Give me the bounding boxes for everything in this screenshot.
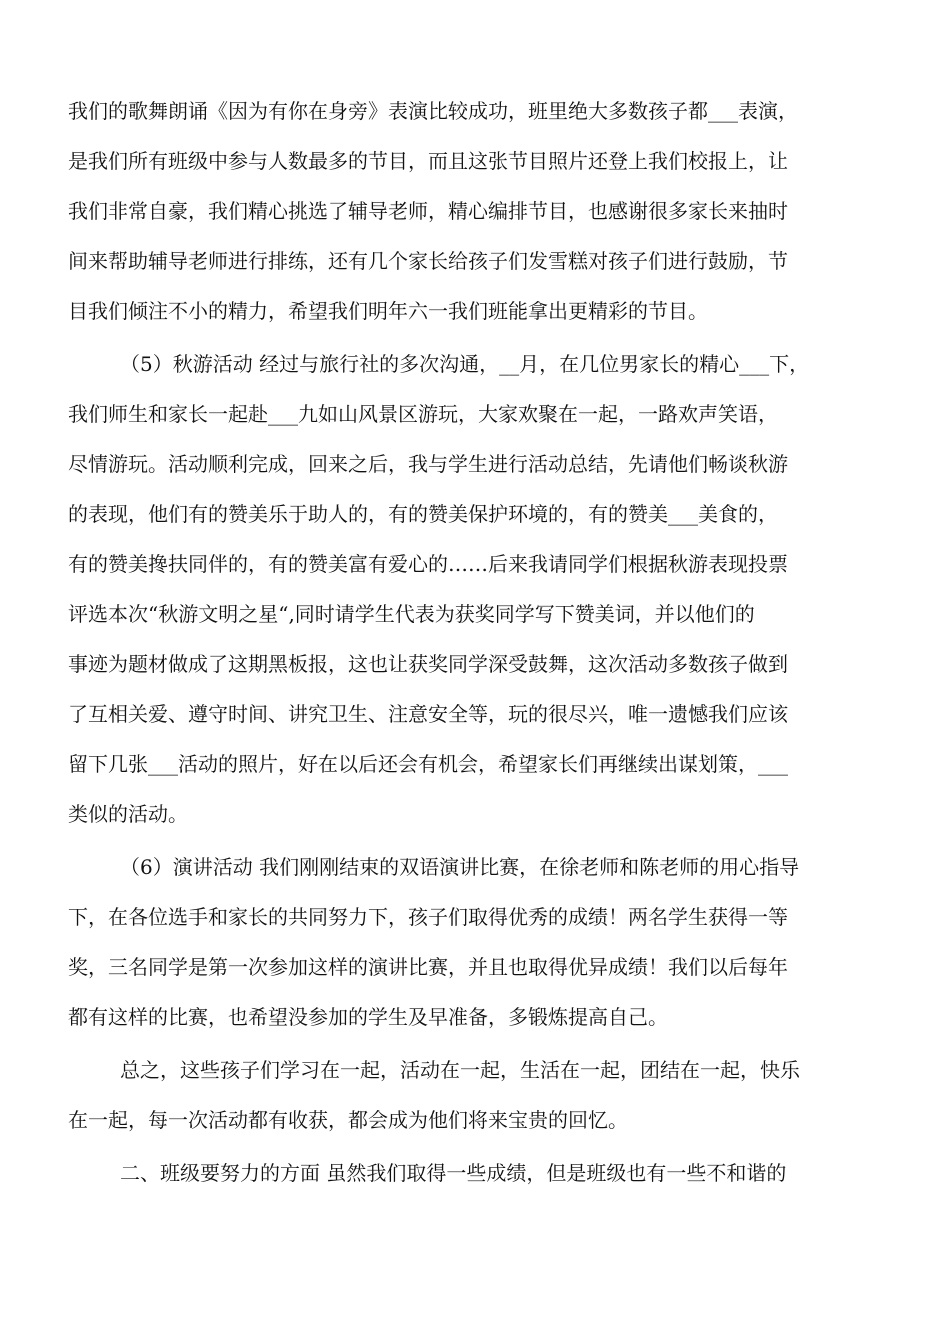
text-line: 我们的歌舞朗诵《因为有你在身旁》表演比较成功，班里绝大多数孩子都___表演，: [68, 99, 798, 123]
text-line: 目我们倾注不小的精力，希望我们明年六一我们班能拿出更精彩的节目。: [68, 299, 708, 323]
text-line: 事迹为题材做成了这期黑板报，这也让获奖同学深受鼓舞，这次活动多数孩子做到: [68, 652, 788, 676]
text-line: 的表现，他们有的赞美乐于助人的，有的赞美保护环境的，有的赞美___美食的，: [68, 502, 778, 526]
text-line: 是我们所有班级中参与人数最多的节目，而且这张节目照片还登上我们校报上，让: [68, 149, 788, 173]
text-line: 有的赞美搀扶同伴的，有的赞美富有爱心的……后来我请同学们根据秋游表现投票: [68, 552, 788, 576]
text-line: 我们非常自豪，我们精心挑选了辅导老师，精心编排节目，也感谢很多家长来抽时: [68, 199, 788, 223]
text-line: 奖，三名同学是第一次参加这样的演讲比赛，并且也取得优异成绩！我们以后每年: [68, 955, 788, 979]
paragraph-first-line: （5）秋游活动 经过与旅行社的多次沟通，__月，在几位男家长的精心___下，: [120, 352, 810, 376]
text-line: 尽情游玩。活动顺利完成，回来之后，我与学生进行活动总结，先请他们畅谈秋游: [68, 452, 788, 476]
text-line: 类似的活动。: [68, 802, 188, 826]
text-line: 间来帮助辅导老师进行排练，还有几个家长给孩子们发雪糕对孩子们进行鼓励，节: [68, 249, 788, 273]
text-line: 留下几张___活动的照片，好在以后还会有机会，希望家长们再继续出谋划策，___: [68, 752, 788, 776]
text-line: 下，在各位选手和家长的共同努力下，孩子们取得优秀的成绩！两名学生获得一等: [68, 905, 788, 929]
text-line: 评选本次“秋游文明之星“,同时请学生代表为获奖同学写下赞美词，并以他们的: [68, 602, 755, 626]
text-line: 在一起，每一次活动都有收获，都会成为他们将来宝贵的回忆。: [68, 1108, 628, 1132]
paragraph-first-line: 总之，这些孩子们学习在一起，活动在一起，生活在一起，团结在一起，快乐: [120, 1058, 800, 1082]
paragraph-first-line: 二、班级要努力的方面 虽然我们取得一些成绩，但是班级也有一些不和谐的: [120, 1161, 787, 1185]
text-line: 了互相关爱、遵守时间、讲究卫生、注意安全等，玩的很尽兴，唯一遗憾我们应该: [68, 702, 788, 726]
text-line: 我们师生和家长一起赴___九如山风景区游玩，大家欢聚在一起，一路欢声笑语，: [68, 402, 778, 426]
text-line: 都有这样的比赛，也希望没参加的学生及早准备，多锻炼提高自己。: [68, 1005, 668, 1029]
paragraph-first-line: （6）演讲活动 我们刚刚结束的双语演讲比赛，在徐老师和陈老师的用心指导: [120, 855, 800, 879]
